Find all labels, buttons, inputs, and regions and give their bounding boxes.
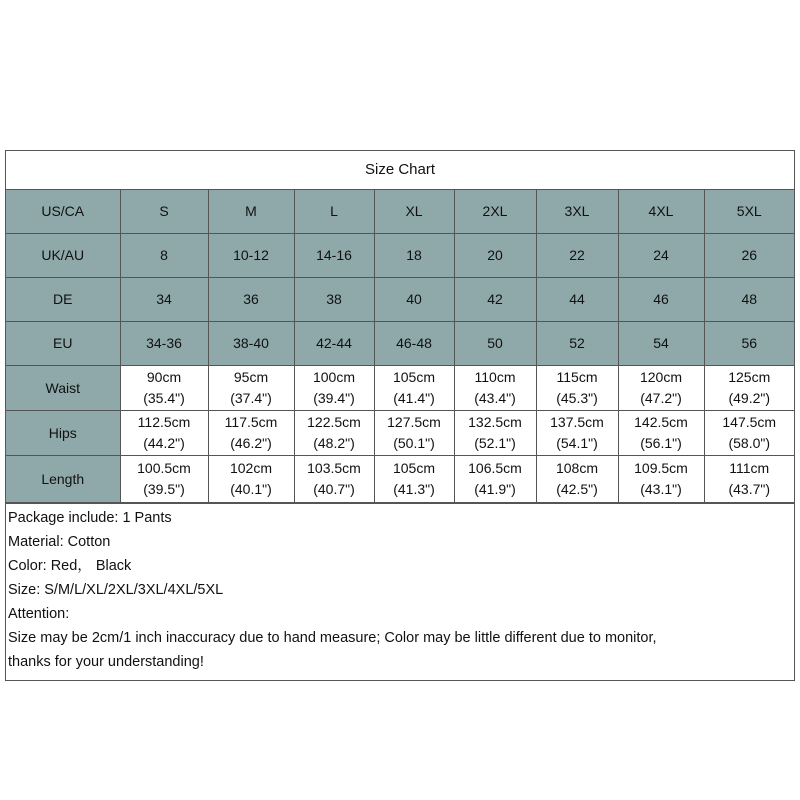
table-cell [618,411,704,456]
size-header: XL [374,190,454,234]
inch-value: (41.9") [474,481,516,497]
cm-value: 108cm [555,460,599,476]
table-cell [536,411,618,456]
size-header: L [294,190,374,234]
note-line: Size may be 2cm/1 inch inaccuracy due to hand measure; Color may be little different due to monitor, [8,630,657,646]
table-cell: 22 [536,234,618,278]
size-header: M [208,190,294,234]
note-line: Package include: 1 Pants [8,510,172,526]
cm-value: 103.5cm [307,460,361,476]
inch-value: (44.2") [143,435,185,451]
table-cell: 44 [536,278,618,322]
inch-value: (54.1") [556,435,598,451]
cm-value: 109.5cm [634,460,688,476]
table-cell: 46-48 [374,322,454,366]
table-cell: 26 [704,234,794,278]
table-cell [294,366,374,411]
table-cell: 40 [374,278,454,322]
row-label: Hips [6,411,120,456]
cm-value: 132.5cm [468,414,522,430]
inch-value: (43.1") [640,481,682,497]
inch-value: (35.4") [143,390,185,406]
size-table [6,190,794,503]
inch-value: (47.2") [640,390,682,406]
table-cell [454,411,536,456]
inch-value: (41.3") [393,481,435,497]
inch-value: (43.4") [474,390,516,406]
cm-value: 122.5cm [307,414,361,430]
cm-value: 112.5cm [137,414,191,430]
table-cell [294,411,374,456]
inch-value: (45.3") [556,390,598,406]
inch-value: (40.1") [230,481,272,497]
table-cell [374,456,454,503]
row-label: US/CA [6,190,120,234]
table-cell: 42 [454,278,536,322]
inch-value: (48.2") [313,435,355,451]
table-cell: 34-36 [120,322,208,366]
table-cell [536,366,618,411]
cm-value: 115cm [556,369,598,385]
table-row [6,190,794,234]
cm-value: 147.5cm [722,414,777,430]
table-cell: 42-44 [294,322,374,366]
size-header: 2XL [454,190,536,234]
inch-value: (43.7") [728,481,771,497]
table-cell [374,411,454,456]
inch-value: (58.0") [728,435,771,451]
cm-value: 95cm [233,369,269,385]
table-cell [618,456,704,503]
row-label: Length [6,456,120,503]
table-cell: 8 [120,234,208,278]
table-cell: 24 [618,234,704,278]
table-cell: 38 [294,278,374,322]
size-header: 4XL [618,190,704,234]
table-cell: 48 [704,278,794,322]
size-header: 3XL [536,190,618,234]
cm-value: 127.5cm [387,414,441,430]
cm-value: 111cm [729,460,770,476]
table-row [6,411,794,456]
inch-value: (40.7") [313,481,355,497]
cm-value: 105cm [392,369,436,385]
table-cell [618,366,704,411]
table-cell: 38-40 [208,322,294,366]
inch-value: (52.1") [474,435,516,451]
table-row [6,278,794,322]
table-cell [120,411,208,456]
inch-value: (42.5") [556,481,598,497]
note-line: Color: Red， Black [8,558,132,574]
table-cell: 18 [374,234,454,278]
table-cell [294,456,374,503]
row-label: EU [6,322,120,366]
table-cell [120,366,208,411]
table-cell: 54 [618,322,704,366]
row-label: Waist [6,366,120,411]
row-label: UK/AU [6,234,120,278]
chart-title: Size Chart [6,151,794,190]
note-line: Material: Cotton [8,534,111,550]
table-cell: 14-16 [294,234,374,278]
inch-value: (39.5") [143,481,185,497]
size-chart [5,150,795,681]
product-notes [6,503,794,674]
table-row [6,456,794,503]
table-cell [208,366,294,411]
table-cell: 56 [704,322,794,366]
cm-value: 90cm [146,369,182,385]
table-row [6,234,794,278]
inch-value: (49.2") [728,390,771,406]
inch-value: (56.1") [640,435,682,451]
inch-value: (46.2") [230,435,272,451]
table-cell [120,456,208,503]
cm-value: 106.5cm [468,460,522,476]
cm-value: 100.5cm [137,460,191,476]
table-cell [454,456,536,503]
cm-value: 100cm [312,369,356,385]
cm-value: 125cm [728,369,771,385]
table-cell [536,456,618,503]
inch-value: (37.4") [230,390,272,406]
table-cell [208,411,294,456]
table-cell [374,366,454,411]
cm-value: 110cm [474,369,516,385]
cm-value: 120cm [639,369,683,385]
cm-value: 137.5cm [550,414,604,430]
table-cell: 46 [618,278,704,322]
table-cell: 34 [120,278,208,322]
table-cell: 10-12 [208,234,294,278]
table-cell: 36 [208,278,294,322]
cm-value: 102cm [229,460,273,476]
table-cell: 52 [536,322,618,366]
note-line: Size: S/M/L/XL/2XL/3XL/4XL/5XL [8,582,224,598]
table-row [6,322,794,366]
inch-value: (50.1") [393,435,435,451]
inch-value: (41.4") [393,390,435,406]
table-row [6,366,794,411]
note-line: Attention: [8,606,70,622]
size-header: S [120,190,208,234]
inch-value: (39.4") [313,390,355,406]
table-cell [454,366,536,411]
cm-value: 142.5cm [634,414,688,430]
table-cell: 50 [454,322,536,366]
cm-value: 117.5cm [224,414,278,430]
table-cell [704,456,794,503]
table-cell [208,456,294,503]
table-cell [704,366,794,411]
table-cell: 20 [454,234,536,278]
size-header: 5XL [704,190,794,234]
table-cell [704,411,794,456]
note-line: thanks for your understanding! [8,654,204,670]
cm-value: 105cm [392,460,436,476]
row-label: DE [6,278,120,322]
